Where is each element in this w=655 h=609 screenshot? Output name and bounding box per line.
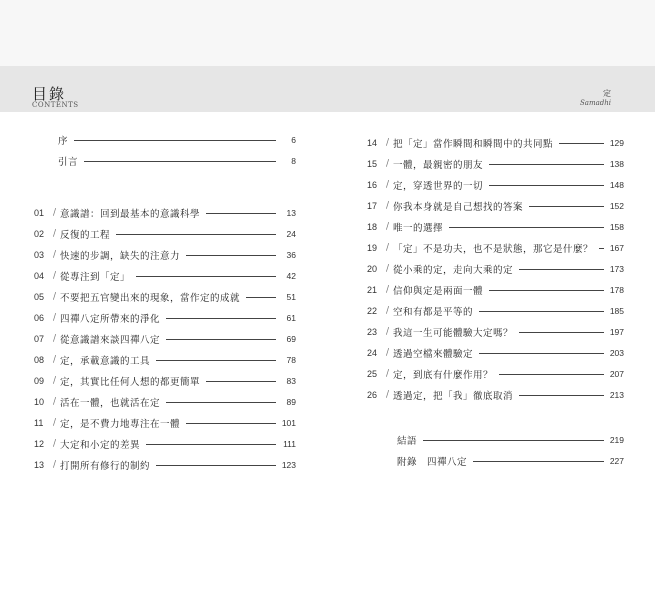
leader-line bbox=[479, 311, 604, 312]
toc-entry-title: 序 bbox=[58, 136, 69, 147]
leader-line bbox=[519, 395, 604, 396]
toc-entry-chapter[interactable] bbox=[34, 310, 296, 326]
toc-entry-epilogue[interactable] bbox=[367, 432, 624, 448]
leader-line bbox=[166, 318, 276, 319]
toc-entry-title: 你我本身就是自己想找的答案 bbox=[393, 202, 524, 213]
slash-mark: / bbox=[53, 376, 57, 386]
toc-entry-page: 173 bbox=[609, 264, 624, 274]
chapter-number: 05 bbox=[34, 292, 45, 302]
toc-entry-title: 透過定，把「我」徹底取消 bbox=[393, 391, 514, 402]
toc-entry-page: 61 bbox=[286, 313, 296, 323]
toc-entry-page: 89 bbox=[286, 397, 296, 407]
leader-line bbox=[489, 290, 604, 291]
toc-entry-title: 附錄 四禪八定 bbox=[397, 457, 468, 468]
toc-entry-chapter[interactable] bbox=[34, 331, 296, 347]
bottom-margin bbox=[0, 538, 655, 609]
leader-line bbox=[206, 381, 276, 382]
toc-entry-page: 178 bbox=[609, 285, 624, 295]
chapter-number: 24 bbox=[367, 348, 378, 358]
leader-line bbox=[246, 297, 276, 298]
top-margin bbox=[0, 0, 655, 66]
leader-line bbox=[529, 206, 604, 207]
toc-entry-title: 大定和小定的差異 bbox=[60, 440, 141, 451]
toc-entry-title: 定，承載意識的工具 bbox=[60, 356, 151, 367]
chapter-number: 22 bbox=[367, 306, 378, 316]
toc-entry-chapter[interactable] bbox=[367, 240, 624, 256]
toc-entry-chapter[interactable] bbox=[34, 457, 296, 473]
toc-entry-title: 信仰與定是兩面一體 bbox=[393, 286, 484, 297]
toc-entry-title: 結語 bbox=[397, 436, 418, 447]
toc-entry-page: 123 bbox=[281, 460, 296, 470]
chapter-number: 25 bbox=[367, 369, 378, 379]
toc-entry-title: 引言 bbox=[58, 157, 79, 168]
toc-entry-chapter[interactable] bbox=[34, 394, 296, 410]
slash-mark: / bbox=[53, 208, 57, 218]
toc-entry-chapter[interactable] bbox=[34, 205, 296, 221]
slash-mark: / bbox=[53, 334, 57, 344]
slash-mark: / bbox=[386, 390, 390, 400]
toc-entry-chapter[interactable] bbox=[367, 324, 624, 340]
toc-entry-title: 意識譜：回到最基本的意識科學 bbox=[60, 209, 201, 220]
toc-entry-page: 101 bbox=[281, 418, 296, 428]
chapter-number: 20 bbox=[367, 264, 378, 274]
chapter-number: 06 bbox=[34, 313, 45, 323]
toc-entry-page: 203 bbox=[609, 348, 624, 358]
toc-entry-page: 42 bbox=[286, 271, 296, 281]
chapter-number: 07 bbox=[34, 334, 45, 344]
toc-entry-chapter[interactable] bbox=[367, 156, 624, 172]
leader-line bbox=[146, 444, 276, 445]
toc-entry-preface[interactable] bbox=[34, 132, 296, 148]
leader-line bbox=[559, 143, 604, 144]
chapter-number: 04 bbox=[34, 271, 45, 281]
toc-entry-title: 從意識譜來談四禪八定 bbox=[60, 335, 161, 346]
toc-entry-title: 快速的步調，缺失的注意力 bbox=[60, 251, 181, 262]
leader-line bbox=[519, 332, 604, 333]
book-title: 定 bbox=[603, 89, 611, 98]
toc-entry-chapter[interactable] bbox=[34, 352, 296, 368]
slash-mark: / bbox=[386, 222, 390, 232]
toc-entry-chapter[interactable] bbox=[34, 436, 296, 452]
toc-entry-title: 「定」不是功夫，也不是狀態，那它是什麼？ bbox=[393, 244, 594, 255]
leader-line bbox=[206, 213, 276, 214]
book-subtitle: Samadhi bbox=[579, 99, 611, 107]
toc-entry-chapter[interactable] bbox=[367, 366, 624, 382]
toc-entry-title: 空和有都是平等的 bbox=[393, 307, 474, 318]
toc-entry-title: 不要把五官變出來的現象，當作定的成就 bbox=[60, 293, 241, 304]
toc-entry-page: 152 bbox=[609, 201, 624, 211]
toc-entry-page: 78 bbox=[286, 355, 296, 365]
chapter-number: 08 bbox=[34, 355, 45, 365]
toc-entry-title: 透過空檔來體驗定 bbox=[393, 349, 474, 360]
chapter-number: 21 bbox=[367, 285, 378, 295]
toc-entry-title: 一體，最親密的朋友 bbox=[393, 160, 484, 171]
leader-line bbox=[519, 269, 604, 270]
leader-line bbox=[116, 234, 276, 235]
toc-entry-page: 6 bbox=[291, 135, 296, 145]
toc-entry-title: 打開所有修行的制約 bbox=[60, 461, 151, 472]
slash-mark: / bbox=[386, 327, 390, 337]
toc-entry-chapter[interactable] bbox=[367, 177, 624, 193]
slash-mark: / bbox=[53, 397, 57, 407]
leader-line bbox=[599, 248, 604, 249]
leader-line bbox=[499, 374, 604, 375]
slash-mark: / bbox=[386, 201, 390, 211]
slash-mark: / bbox=[53, 418, 57, 428]
leader-line bbox=[449, 227, 604, 228]
toc-entry-title: 定，是不費力地專注在一體 bbox=[60, 419, 181, 430]
slash-mark: / bbox=[386, 138, 390, 148]
leader-line bbox=[156, 360, 276, 361]
chapter-number: 19 bbox=[367, 243, 378, 253]
leader-line bbox=[186, 255, 276, 256]
toc-entry-title: 定，其實比任何人想的都更簡單 bbox=[60, 377, 201, 388]
toc-entry-title: 我這一生可能體驗大定嗎？ bbox=[393, 328, 514, 339]
slash-mark: / bbox=[53, 313, 57, 323]
page-title: 目錄 bbox=[32, 85, 67, 103]
toc-entry-title: 從小乘的定，走向大乘的定 bbox=[393, 265, 514, 276]
toc-entry-title: 把「定」當作瞬間和瞬間中的共同點 bbox=[393, 139, 554, 150]
toc-entry-title: 定，穿透世界的一切 bbox=[393, 181, 484, 192]
slash-mark: / bbox=[53, 439, 57, 449]
leader-line bbox=[74, 140, 276, 141]
chapter-number: 01 bbox=[34, 208, 45, 218]
leader-line bbox=[489, 164, 604, 165]
toc-entry-chapter[interactable] bbox=[367, 303, 624, 319]
chapter-number: 09 bbox=[34, 376, 45, 386]
toc-entry-chapter[interactable] bbox=[34, 415, 296, 431]
toc-entry-page: 227 bbox=[609, 456, 624, 466]
toc-entry-chapter[interactable] bbox=[34, 289, 296, 305]
slash-mark: / bbox=[386, 180, 390, 190]
page-header bbox=[0, 66, 655, 112]
toc-entry-chapter[interactable] bbox=[34, 373, 296, 389]
toc-entry-chapter[interactable] bbox=[367, 282, 624, 298]
slash-mark: / bbox=[386, 159, 390, 169]
slash-mark: / bbox=[53, 250, 57, 260]
slash-mark: / bbox=[53, 355, 57, 365]
toc-entry-page: 148 bbox=[609, 180, 624, 190]
toc-entry-page: 219 bbox=[609, 435, 624, 445]
leader-line bbox=[479, 353, 604, 354]
toc-entry-page: 13 bbox=[286, 208, 296, 218]
chapter-number: 17 bbox=[367, 201, 378, 211]
slash-mark: / bbox=[386, 369, 390, 379]
toc-entry-page: 207 bbox=[609, 369, 624, 379]
slash-mark: / bbox=[386, 264, 390, 274]
toc-entry-chapter[interactable] bbox=[34, 247, 296, 263]
toc-entry-appendix[interactable] bbox=[367, 453, 624, 469]
chapter-number: 11 bbox=[34, 418, 44, 428]
leader-line bbox=[84, 161, 276, 162]
toc-entry-page: 213 bbox=[609, 390, 624, 400]
chapter-number: 23 bbox=[367, 327, 378, 337]
toc-entry-title: 活在一體，也就活在定 bbox=[60, 398, 161, 409]
chapter-number: 12 bbox=[34, 439, 45, 449]
chapter-number: 16 bbox=[367, 180, 378, 190]
toc-entry-page: 197 bbox=[609, 327, 624, 337]
slash-mark: / bbox=[53, 271, 57, 281]
chapter-number: 13 bbox=[34, 460, 45, 470]
chapter-number: 15 bbox=[367, 159, 378, 169]
toc-entry-title: 四禪八定所帶來的淨化 bbox=[60, 314, 161, 325]
toc-entry-page: 111 bbox=[283, 439, 296, 449]
toc-entry-page: 167 bbox=[609, 243, 624, 253]
chapter-number: 26 bbox=[367, 390, 378, 400]
chapter-number: 10 bbox=[34, 397, 45, 407]
toc-entry-chapter[interactable] bbox=[367, 345, 624, 361]
toc-entry-chapter[interactable] bbox=[34, 268, 296, 284]
toc-entry-page: 138 bbox=[609, 159, 624, 169]
toc-entry-chapter[interactable] bbox=[367, 219, 624, 235]
toc-entry-chapter[interactable] bbox=[367, 198, 624, 214]
slash-mark: / bbox=[386, 243, 390, 253]
slash-mark: / bbox=[386, 285, 390, 295]
slash-mark: / bbox=[53, 460, 57, 470]
toc-entry-page: 8 bbox=[291, 156, 296, 166]
toc-entry-chapter[interactable] bbox=[34, 226, 296, 242]
toc-entry-page: 24 bbox=[286, 229, 296, 239]
chapter-number: 03 bbox=[34, 250, 45, 260]
toc-entry-page: 129 bbox=[609, 138, 624, 148]
toc-entry-chapter[interactable] bbox=[367, 135, 624, 151]
leader-line bbox=[136, 276, 276, 277]
toc-entry-page: 158 bbox=[609, 222, 624, 232]
leader-line bbox=[186, 423, 276, 424]
leader-line bbox=[166, 402, 276, 403]
slash-mark: / bbox=[386, 348, 390, 358]
slash-mark: / bbox=[386, 306, 390, 316]
leader-line bbox=[489, 185, 604, 186]
page-subtitle: CONTENTS bbox=[32, 101, 79, 109]
toc-entry-page: 83 bbox=[286, 376, 296, 386]
toc-entry-chapter[interactable] bbox=[367, 261, 624, 277]
toc-entry-page: 51 bbox=[286, 292, 296, 302]
toc-entry-title: 唯一的選擇 bbox=[393, 223, 444, 234]
chapter-number: 02 bbox=[34, 229, 45, 239]
chapter-number: 14 bbox=[367, 138, 378, 148]
toc-entry-page: 185 bbox=[609, 306, 624, 316]
toc-entry-title: 反復的工程 bbox=[60, 230, 111, 241]
chapter-number: 18 bbox=[367, 222, 378, 232]
slash-mark: / bbox=[53, 229, 57, 239]
toc-entry-introduction[interactable] bbox=[34, 153, 296, 169]
leader-line bbox=[166, 339, 276, 340]
toc-entry-chapter[interactable] bbox=[367, 387, 624, 403]
toc-entry-title: 從專注到「定」 bbox=[60, 272, 131, 283]
leader-line bbox=[156, 465, 276, 466]
slash-mark: / bbox=[53, 292, 57, 302]
toc-entry-page: 69 bbox=[286, 334, 296, 344]
toc-entry-title: 定，到底有什麼作用？ bbox=[393, 370, 494, 381]
toc-entry-page: 36 bbox=[286, 250, 296, 260]
leader-line bbox=[473, 461, 604, 462]
leader-line bbox=[423, 440, 604, 441]
